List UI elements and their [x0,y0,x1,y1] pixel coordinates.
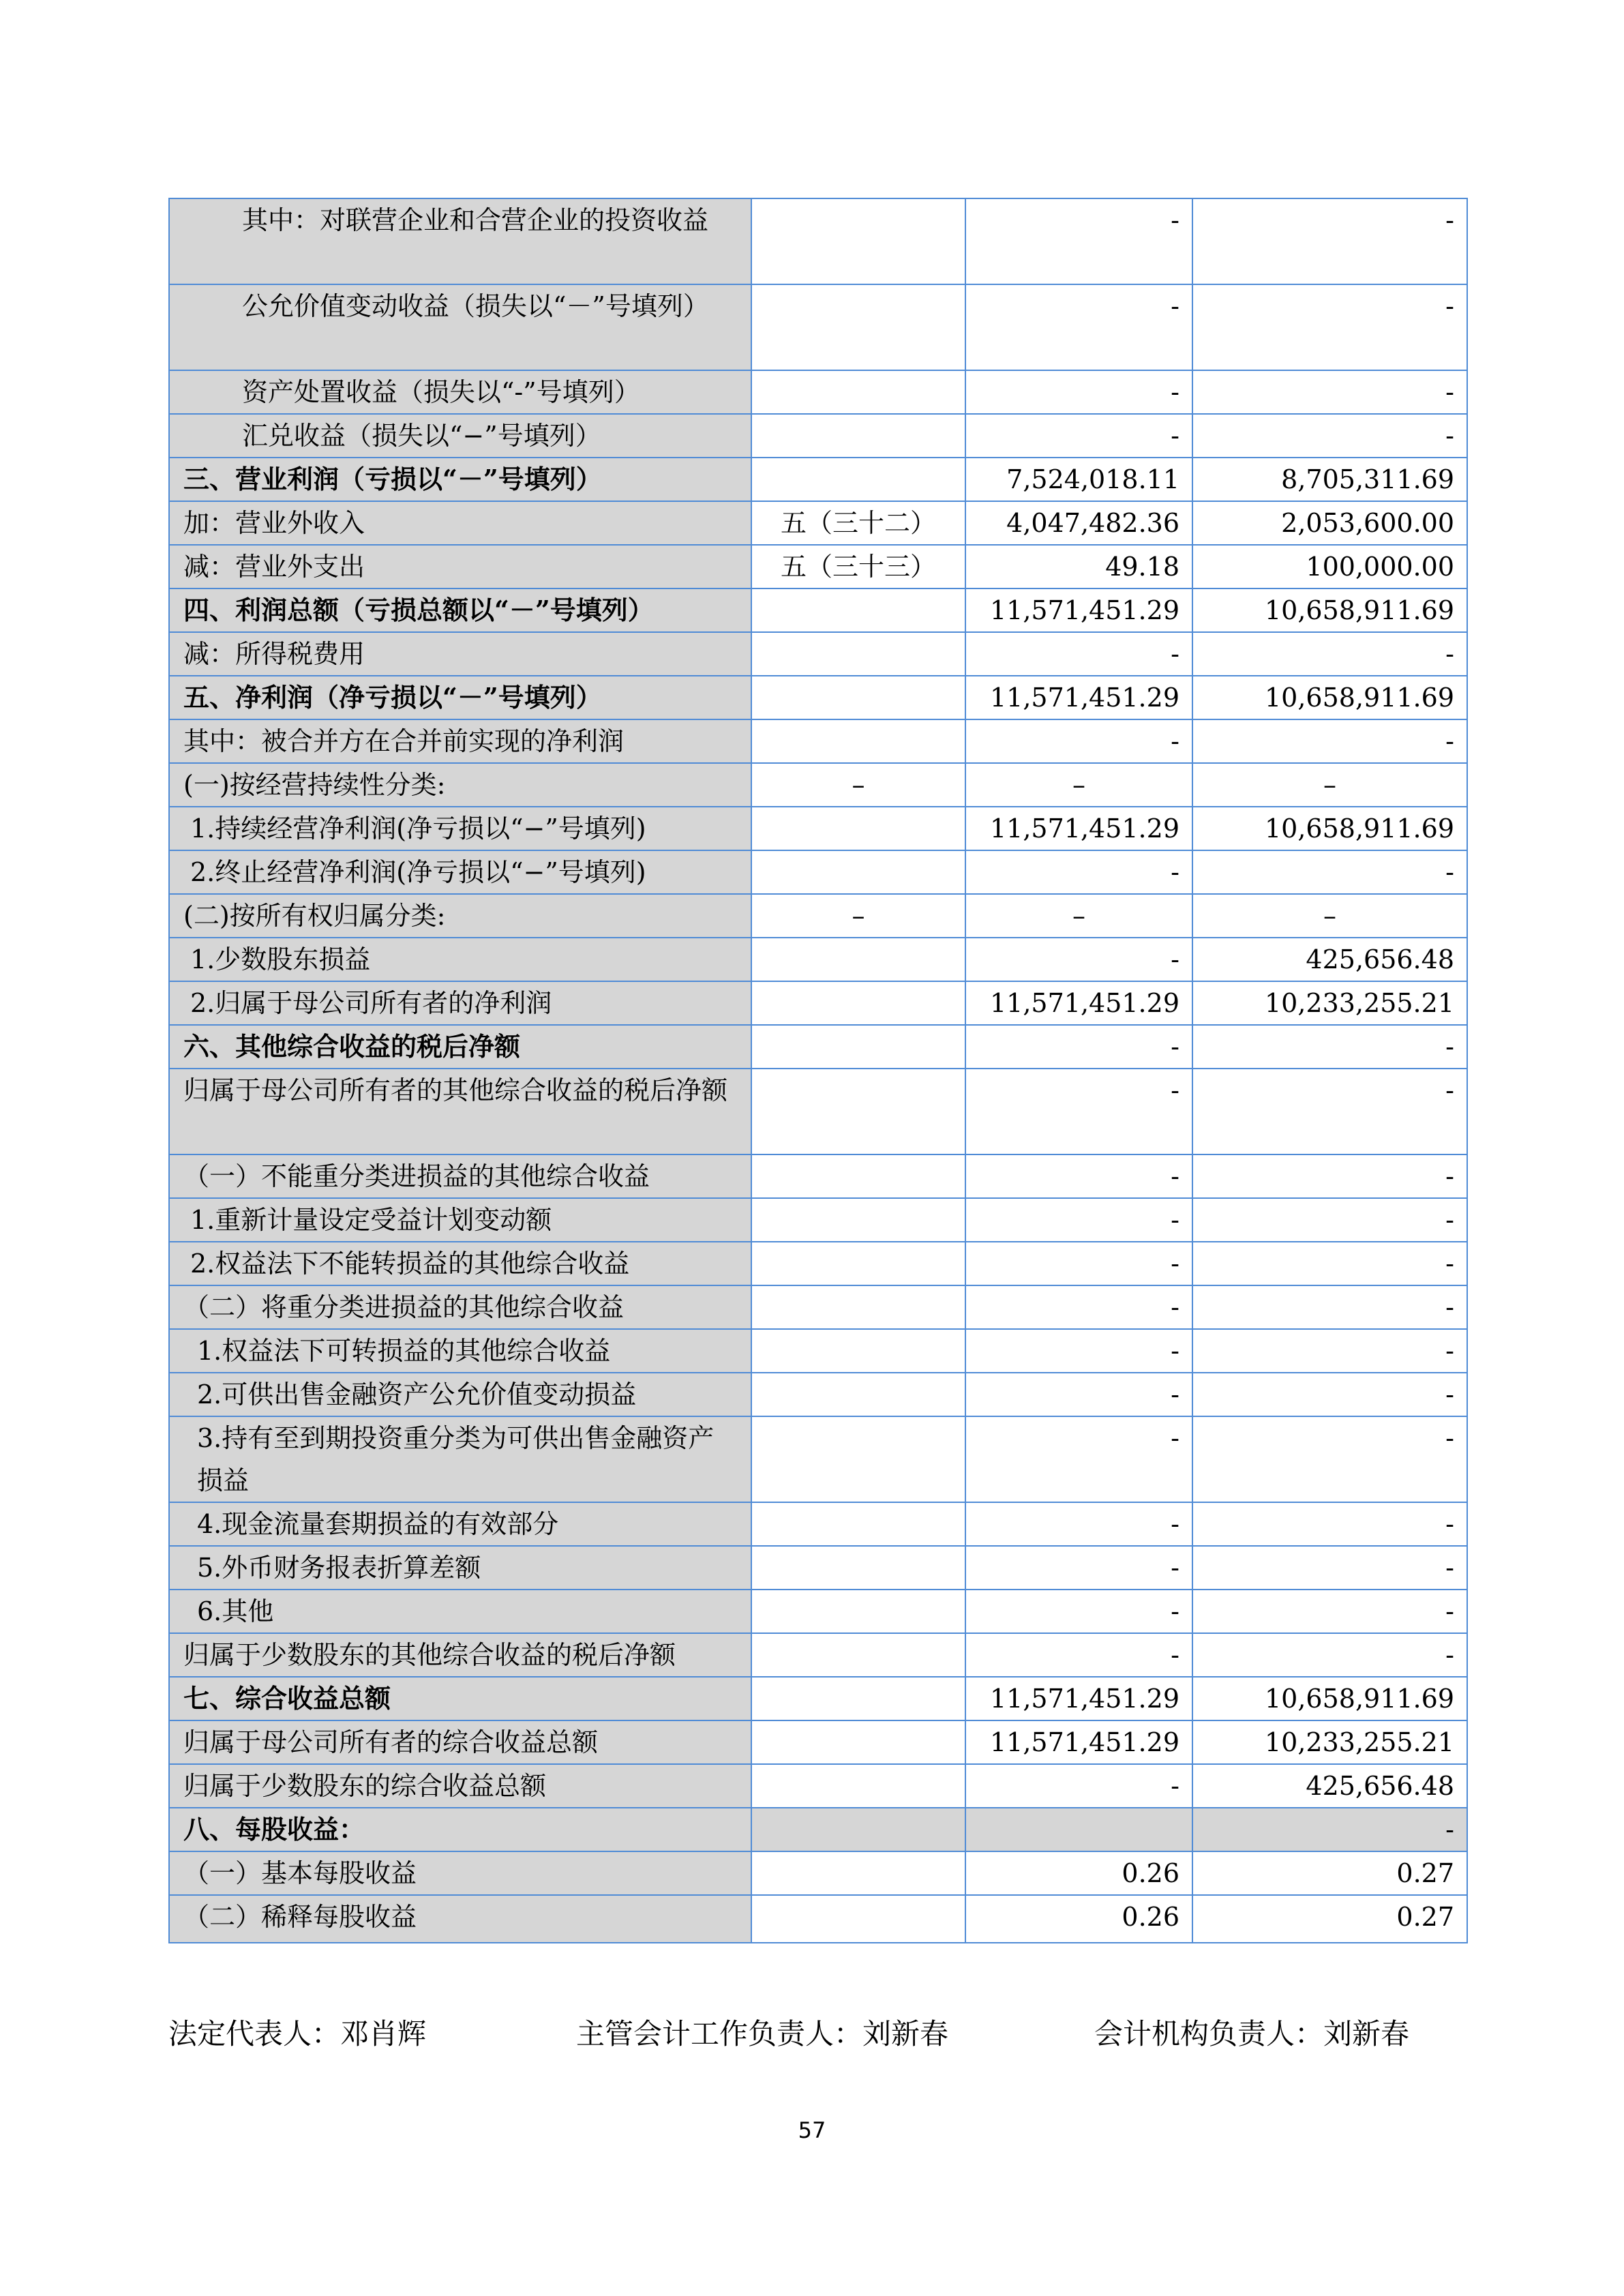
row-label: 三、营业利润（亏损以“－”号填列） [169,458,751,501]
table-row [169,1502,1467,1546]
row-prior-amount: – [1192,763,1467,807]
table-row [169,284,1467,370]
row-note: – [751,894,965,938]
row-note: – [751,763,965,807]
row-current-amount: - [965,1590,1192,1633]
row-prior-amount: 10,233,255.21 [1192,1720,1467,1764]
row-prior-amount: - [1192,1285,1467,1329]
row-prior-amount: 425,656.48 [1192,938,1467,981]
row-current-amount: - [965,850,1192,894]
table-row [169,1285,1467,1329]
row-label: 四、利润总额（亏损总额以“－”号填列） [169,588,751,632]
row-label: 七、综合收益总额 [169,1677,751,1720]
table-row [169,458,1467,501]
row-note [751,284,965,370]
row-current-amount: - [965,1633,1192,1677]
row-current-amount: 11,571,451.29 [965,1720,1192,1764]
row-note [751,1502,965,1546]
row-label: 4.现金流量套期损益的有效部分 [169,1502,751,1546]
table-row [169,807,1467,850]
row-prior-amount: - [1192,1069,1467,1154]
table-row [169,545,1467,588]
row-current-amount [965,1808,1192,1851]
row-current-amount: - [965,1025,1192,1069]
row-label: 资产处置收益（损失以“-”号填列） [169,370,751,414]
row-prior-amount: - [1192,370,1467,414]
row-prior-amount: 0.27 [1192,1851,1467,1895]
table-row [169,894,1467,938]
signature-accounting-head: 主管会计工作负责人：刘新春 [576,2017,949,2051]
table-row [169,1373,1467,1416]
row-label: 其中：被合并方在合并前实现的净利润 [169,719,751,763]
income-statement-table [168,198,1468,1943]
row-current-amount: - [965,719,1192,763]
row-label: 汇兑收益（损失以“−”号填列） [169,414,751,458]
row-note [751,458,965,501]
table-row [169,1895,1467,1943]
row-label: (一)按经营持续性分类: [169,763,751,807]
table-row [169,501,1467,545]
row-current-amount: - [965,1242,1192,1285]
row-prior-amount: - [1192,719,1467,763]
row-note [751,1808,965,1851]
table-row [169,1633,1467,1677]
table-row [169,1808,1467,1851]
row-label: 2.归属于母公司所有者的净利润 [169,981,751,1025]
row-prior-amount: 10,233,255.21 [1192,981,1467,1025]
table-row [169,370,1467,414]
row-current-amount: - [965,414,1192,458]
row-current-amount: - [965,198,1192,284]
row-current-amount: - [965,1764,1192,1808]
row-note [751,850,965,894]
table-row [169,1329,1467,1373]
row-current-amount: - [965,1069,1192,1154]
table-row [169,719,1467,763]
row-note [751,807,965,850]
row-current-amount: 11,571,451.29 [965,981,1192,1025]
row-note [751,1851,965,1895]
row-note [751,1720,965,1764]
row-current-amount: - [965,370,1192,414]
row-label: （二）将重分类进损益的其他综合收益 [169,1285,751,1329]
row-label: 六、其他综合收益的税后净额 [169,1025,751,1069]
row-prior-amount: 2,053,600.00 [1192,501,1467,545]
row-note [751,1373,965,1416]
row-current-amount: - [965,1198,1192,1242]
row-current-amount: 0.26 [965,1851,1192,1895]
row-label: 1.少数股东损益 [169,938,751,981]
row-label: 公允价值变动收益（损失以“－”号填列） [169,284,751,370]
table-row [169,1546,1467,1590]
row-current-amount: 0.26 [965,1895,1192,1943]
row-label: 归属于母公司所有者的其他综合收益的税后净额 [169,1069,751,1154]
row-prior-amount: - [1192,1590,1467,1633]
row-prior-amount: - [1192,1329,1467,1373]
row-current-amount: - [965,632,1192,676]
row-label: 5.外币财务报表折算差额 [169,1546,751,1590]
row-label: （二）稀释每股收益 [169,1895,751,1943]
row-label: 2.可供出售金融资产公允价值变动损益 [169,1373,751,1416]
signature-accounting-org-head: 会计机构负责人：刘新春 [1094,2017,1410,2051]
row-note [751,1764,965,1808]
row-current-amount: 11,571,451.29 [965,1677,1192,1720]
table-row [169,981,1467,1025]
row-note: 五（三十二） [751,501,965,545]
row-prior-amount: - [1192,850,1467,894]
page-number: 57 [798,2117,826,2143]
row-label: 八、每股收益： [169,1808,751,1851]
row-prior-amount: - [1192,1242,1467,1285]
row-note [751,1590,965,1633]
row-label: 归属于少数股东的其他综合收益的税后净额 [169,1633,751,1677]
row-label: 2.终止经营净利润(净亏损以“−”号填列) [169,850,751,894]
row-prior-amount: 10,658,911.69 [1192,807,1467,850]
row-label: (二)按所有权归属分类: [169,894,751,938]
table-row [169,1025,1467,1069]
row-label: 其中：对联营企业和合营企业的投资收益 [169,198,751,284]
row-prior-amount: 10,658,911.69 [1192,1677,1467,1720]
row-current-amount: 11,571,451.29 [965,807,1192,850]
row-current-amount: 49.18 [965,545,1192,588]
table-row [169,1677,1467,1720]
row-prior-amount: - [1192,1154,1467,1198]
row-current-amount: - [965,1416,1192,1502]
row-label: 2.权益法下不能转损益的其他综合收益 [169,1242,751,1285]
row-prior-amount: – [1192,894,1467,938]
table-row [169,1242,1467,1285]
row-current-amount: - [965,284,1192,370]
row-current-amount: – [965,763,1192,807]
row-note [751,1416,965,1502]
table-row [169,938,1467,981]
row-note [751,1198,965,1242]
row-note [751,1025,965,1069]
row-prior-amount: - [1192,1373,1467,1416]
row-label: 五、净利润（净亏损以“－”号填列） [169,676,751,719]
row-note [751,1285,965,1329]
row-note [751,719,965,763]
row-prior-amount: - [1192,1546,1467,1590]
row-note [751,370,965,414]
row-prior-amount: 8,705,311.69 [1192,458,1467,501]
row-current-amount: - [965,1502,1192,1546]
row-note [751,1329,965,1373]
table-row [169,198,1467,284]
row-note: 五（三十三） [751,545,965,588]
table-row [169,1069,1467,1154]
row-current-amount: 7,524,018.11 [965,458,1192,501]
row-current-amount: - [965,938,1192,981]
row-prior-amount: - [1192,1808,1467,1851]
row-note [751,1633,965,1677]
table-row [169,632,1467,676]
row-prior-amount: - [1192,1502,1467,1546]
row-note [751,1546,965,1590]
table-row [169,763,1467,807]
row-prior-amount: 425,656.48 [1192,1764,1467,1808]
row-prior-amount: - [1192,284,1467,370]
row-prior-amount: - [1192,1025,1467,1069]
row-note [751,938,965,981]
table-row [169,1590,1467,1633]
table-row [169,850,1467,894]
table-row [169,1764,1467,1808]
row-label: （一）不能重分类进损益的其他综合收益 [169,1154,751,1198]
row-note [751,1677,965,1720]
row-current-amount: - [965,1373,1192,1416]
row-label: （一）基本每股收益 [169,1851,751,1895]
row-label: 1.持续经营净利润(净亏损以“−”号填列) [169,807,751,850]
row-prior-amount: - [1192,1416,1467,1502]
row-current-amount: - [965,1154,1192,1198]
row-note [751,676,965,719]
row-current-amount: 11,571,451.29 [965,588,1192,632]
row-note [751,1069,965,1154]
row-note [751,1242,965,1285]
row-label: 归属于少数股东的综合收益总额 [169,1764,751,1808]
row-note [751,981,965,1025]
row-label: 归属于母公司所有者的综合收益总额 [169,1720,751,1764]
row-current-amount: – [965,894,1192,938]
row-prior-amount: - [1192,632,1467,676]
row-prior-amount: 100,000.00 [1192,545,1467,588]
table-row [169,1198,1467,1242]
table-row [169,1851,1467,1895]
table-row [169,414,1467,458]
row-note [751,588,965,632]
row-label: 减：营业外支出 [169,545,751,588]
signature-legal-representative: 法定代表人：邓肖辉 [168,2017,427,2051]
table-row [169,1416,1467,1502]
row-prior-amount: 10,658,911.69 [1192,676,1467,719]
row-note [751,1154,965,1198]
row-label: 1.重新计量设定受益计划变动额 [169,1198,751,1242]
row-label: 3.持有至到期投资重分类为可供出售金融资产损益 [169,1416,751,1502]
row-prior-amount: - [1192,198,1467,284]
row-label: 减：所得税费用 [169,632,751,676]
table-row [169,588,1467,632]
row-note [751,1895,965,1943]
row-label: 1.权益法下可转损益的其他综合收益 [169,1329,751,1373]
row-prior-amount: 0.27 [1192,1895,1467,1943]
row-label: 6.其他 [169,1590,751,1633]
row-current-amount: - [965,1546,1192,1590]
row-prior-amount: - [1192,414,1467,458]
row-label: 加：营业外收入 [169,501,751,545]
row-prior-amount: - [1192,1198,1467,1242]
row-current-amount: 4,047,482.36 [965,501,1192,545]
row-prior-amount: - [1192,1633,1467,1677]
table-row [169,1720,1467,1764]
row-note [751,198,965,284]
income-statement-body [169,198,1467,1943]
row-note [751,632,965,676]
row-current-amount: - [965,1285,1192,1329]
row-current-amount: - [965,1329,1192,1373]
table-row [169,676,1467,719]
table-row [169,1154,1467,1198]
row-note [751,414,965,458]
row-current-amount: 11,571,451.29 [965,676,1192,719]
row-prior-amount: 10,658,911.69 [1192,588,1467,632]
